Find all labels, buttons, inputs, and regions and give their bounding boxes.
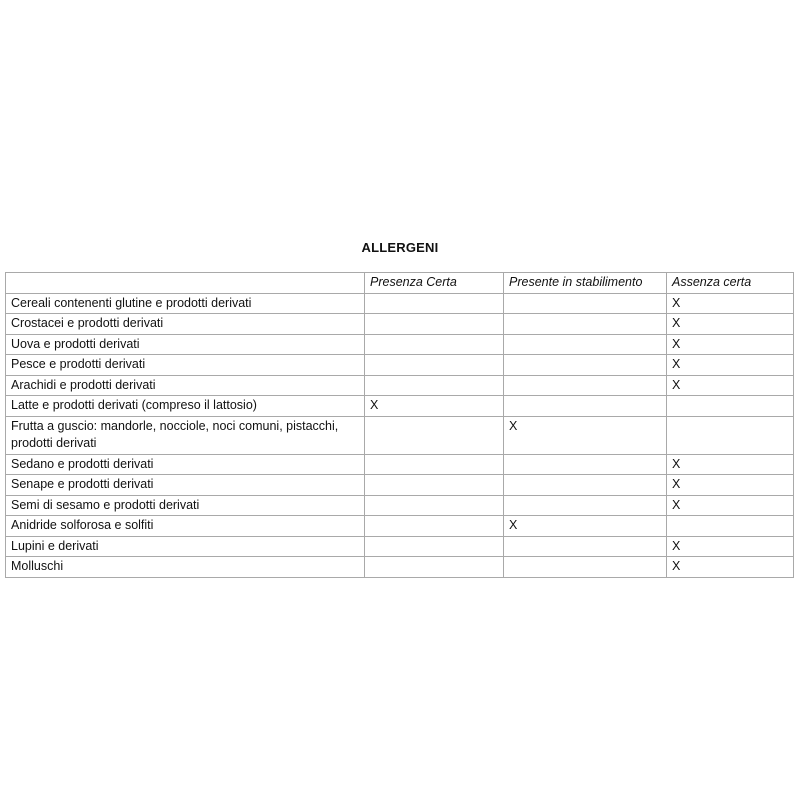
allergen-cell: Sedano e prodotti derivati	[6, 454, 365, 475]
allergen-cell: Frutta a guscio: mandorle, nocciole, noci comuni, pistacchi, prodotti derivati	[6, 416, 365, 454]
allergen-cell: Crostacei e prodotti derivati	[6, 314, 365, 335]
presente-in-stabilimento-cell: X	[504, 416, 667, 454]
presente-in-stabilimento-cell	[504, 454, 667, 475]
allergen-cell: Semi di sesamo e prodotti derivati	[6, 495, 365, 516]
assenza-certa-cell	[667, 416, 794, 454]
assenza-certa-cell: X	[667, 375, 794, 396]
presenza-certa-cell	[365, 314, 504, 335]
presente-in-stabilimento-cell	[504, 375, 667, 396]
assenza-certa-cell	[667, 396, 794, 417]
allergen-cell: Cereali contenenti glutine e prodotti derivati	[6, 293, 365, 314]
presenza-certa-cell	[365, 416, 504, 454]
assenza-certa-cell	[667, 516, 794, 537]
presente-in-stabilimento-cell	[504, 334, 667, 355]
allergen-cell: Senape e prodotti derivati	[6, 475, 365, 496]
assenza-certa-cell: X	[667, 536, 794, 557]
presenza-certa-cell	[365, 557, 504, 578]
header-presente-in-stabilimento: Presente in stabilimento	[504, 273, 667, 294]
presente-in-stabilimento-cell	[504, 475, 667, 496]
table-row	[6, 536, 794, 557]
header-assenza-certa: Assenza certa	[667, 273, 794, 294]
table-row	[6, 416, 794, 454]
presenza-certa-cell	[365, 495, 504, 516]
table-row	[6, 334, 794, 355]
assenza-certa-cell: X	[667, 334, 794, 355]
assenza-certa-cell: X	[667, 314, 794, 335]
table-row	[6, 396, 794, 417]
allergen-cell: Pesce e prodotti derivati	[6, 355, 365, 376]
presenza-certa-cell	[365, 293, 504, 314]
table-body	[6, 293, 794, 577]
assenza-certa-cell: X	[667, 557, 794, 578]
table-row	[6, 557, 794, 578]
table-row	[6, 355, 794, 376]
presente-in-stabilimento-cell: X	[504, 516, 667, 537]
presenza-certa-cell	[365, 454, 504, 475]
table-row	[6, 293, 794, 314]
assenza-certa-cell: X	[667, 454, 794, 475]
presenza-certa-cell	[365, 475, 504, 496]
presenza-certa-cell	[365, 536, 504, 557]
allergen-cell: Molluschi	[6, 557, 365, 578]
table-row	[6, 375, 794, 396]
presente-in-stabilimento-cell	[504, 557, 667, 578]
presenza-certa-cell	[365, 375, 504, 396]
assenza-certa-cell: X	[667, 495, 794, 516]
assenza-certa-cell: X	[667, 293, 794, 314]
presente-in-stabilimento-cell	[504, 293, 667, 314]
table-row	[6, 475, 794, 496]
header-presenza-certa: Presenza Certa	[365, 273, 504, 294]
presente-in-stabilimento-cell	[504, 314, 667, 335]
presenza-certa-cell	[365, 516, 504, 537]
header-allergen	[6, 273, 365, 294]
allergen-cell: Latte e prodotti derivati (compreso il lattosio)	[6, 396, 365, 417]
presente-in-stabilimento-cell	[504, 355, 667, 376]
presenza-certa-cell	[365, 334, 504, 355]
assenza-certa-cell: X	[667, 475, 794, 496]
table-row	[6, 314, 794, 335]
presenza-certa-cell: X	[365, 396, 504, 417]
presente-in-stabilimento-cell	[504, 396, 667, 417]
allergen-cell: Uova e prodotti derivati	[6, 334, 365, 355]
table-row	[6, 516, 794, 537]
presente-in-stabilimento-cell	[504, 495, 667, 516]
table-row	[6, 454, 794, 475]
presente-in-stabilimento-cell	[504, 536, 667, 557]
allergen-cell: Anidride solforosa e solfiti	[6, 516, 365, 537]
page-title: ALLERGENI	[361, 240, 439, 255]
presenza-certa-cell	[365, 355, 504, 376]
allergen-cell: Arachidi e prodotti derivati	[6, 375, 365, 396]
allergen-cell: Lupini e derivati	[6, 536, 365, 557]
allergen-table	[5, 272, 794, 578]
assenza-certa-cell: X	[667, 355, 794, 376]
table-header-row	[6, 273, 794, 294]
table-row	[6, 495, 794, 516]
